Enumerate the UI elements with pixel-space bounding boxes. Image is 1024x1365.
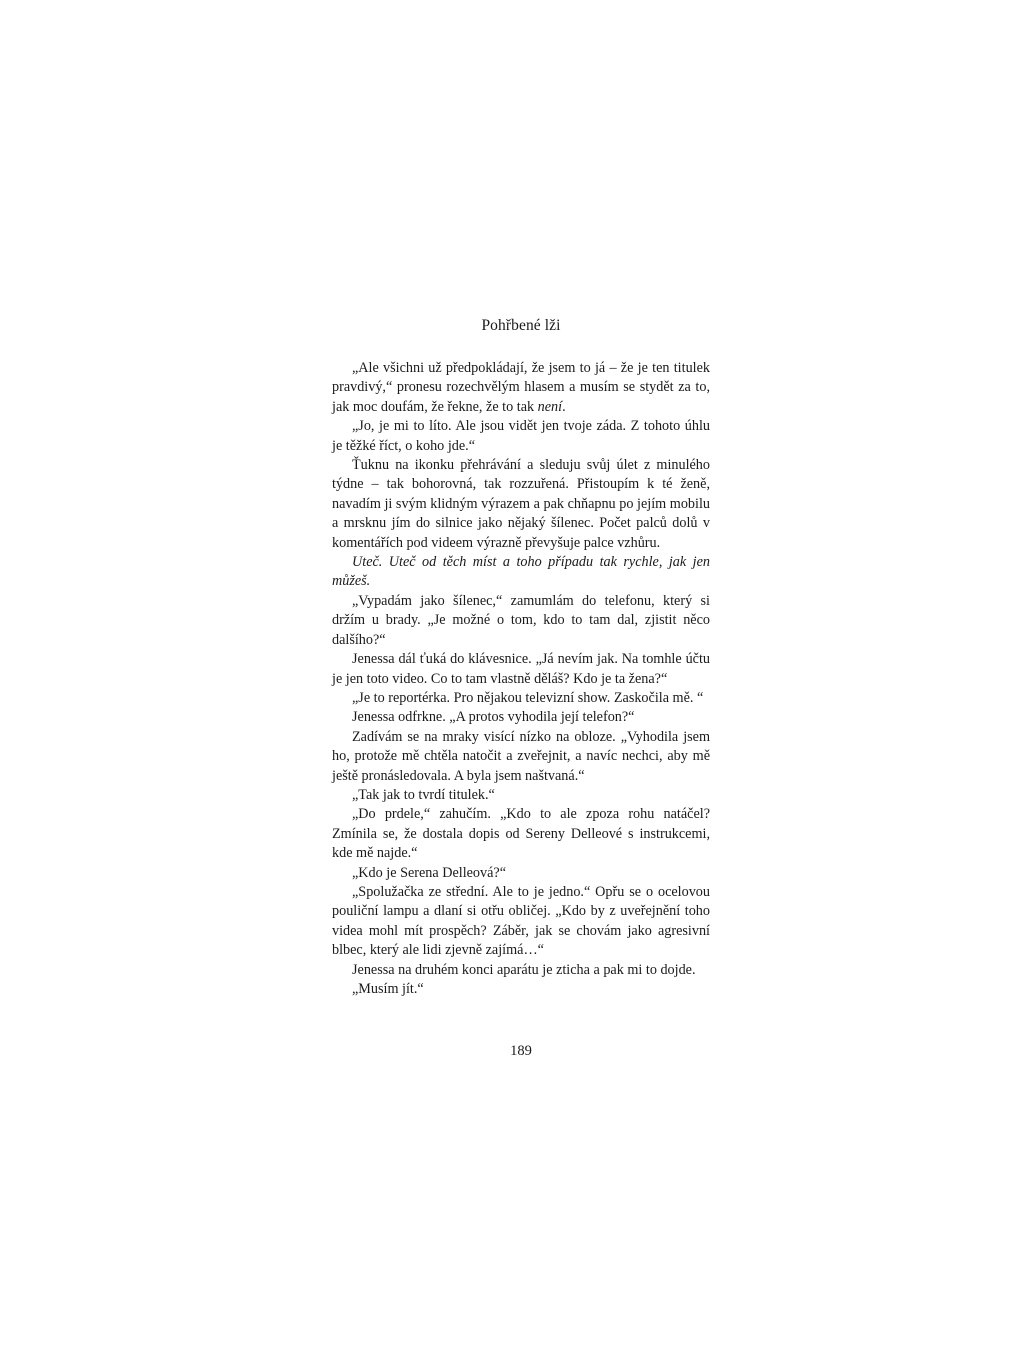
paragraph: Jenessa odfrkne. „A protos vyhodila její telefon?“ <box>352 709 635 726</box>
running-head: Pohřbené lži <box>481 317 561 334</box>
italic-paragraph: Uteč. Uteč od těch míst a toho případu tak rychle, jak jen můžeš. <box>332 554 710 590</box>
paragraph: „Do prdele,“ zahučím. „Kdo to ale zpoza rohu natáčel? Zmínila se, že dostala dopis od Sereny Delleové s instrukcemi, kde mě najde.“ <box>332 806 710 862</box>
emphasis-text: není <box>537 398 563 415</box>
paragraph: „Musím jít.“ <box>352 981 424 997</box>
paragraph: „Spolužačka ze střední. Ale to je jedno.“ Opřu se o ocelovou pouliční lampu a dlaní si otřu obličej. „Kdo by z uveřejnění toho videa mohl mít prospěch? Záběr, jak se chovám jako agresivní blbec, který ale lidi zjevně zajímá…“ <box>332 883 710 959</box>
paragraph: „Je to reportérka. Pro nějakou televizní show. Zaskočila mě. “ <box>352 689 704 706</box>
paragraph: Ťuknu na ikonku přehrávání a sleduju svůj úlet z minulého týdne – tak bohorovná, tak rozzuřená. Přistoupím k té ženě, navadím ji svým klidným výrazem a pak chňapnu po jejím mobilu a mrsknu jím do silnice jako nějaký šílenec. Počet palců dolů v komentářích pod videem výrazně převyšuje palce vzhůru. <box>332 457 710 551</box>
paragraph: „Vypadám jako šílenec,“ zamumlám do telefonu, který si držím u brady. „Je možné o tom, kdo to tam dal, zjistit něco dalšího?“ <box>332 592 710 648</box>
body-text <box>332 359 710 999</box>
page-number: 189 <box>510 1043 532 1059</box>
paragraph-text: „Ale všichni už předpokládají, že jsem to já – že je ten titulek pravdivý,“ pronesu rozechvělým hlasem a musím se stydět za to, jak moc doufám, že řekne, že to tak <box>332 360 710 415</box>
paragraph <box>332 359 710 417</box>
paragraph: Zadívám se na mraky visící nízko na obloze. „Vyhodila jsem ho, protože mě chtěla natočit a zveřejnit, a navíc nechci, aby mě ještě pronásledovala. A byla jsem naštvaná.“ <box>332 728 710 784</box>
paragraph: Jenessa na druhém konci aparátu je zticha a pak mi to dojde. <box>352 961 696 978</box>
paragraph: „Kdo je Serena Delleová?“ <box>352 864 507 881</box>
paragraph: „Tak jak to tvrdí titulek.“ <box>352 786 495 803</box>
paragraph: Jenessa dál ťuká do klávesnice. „Já nevím jak. Na tomhle účtu je jen toto video. Co to tam vlastně děláš? Kdo je ta žena?“ <box>332 651 710 687</box>
paragraph-text: . <box>562 398 566 415</box>
paragraph: „Jo, je mi to líto. Ale jsou vidět jen tvoje záda. Z tohoto úhlu je těžké říct, o koho jde.“ <box>332 418 710 454</box>
